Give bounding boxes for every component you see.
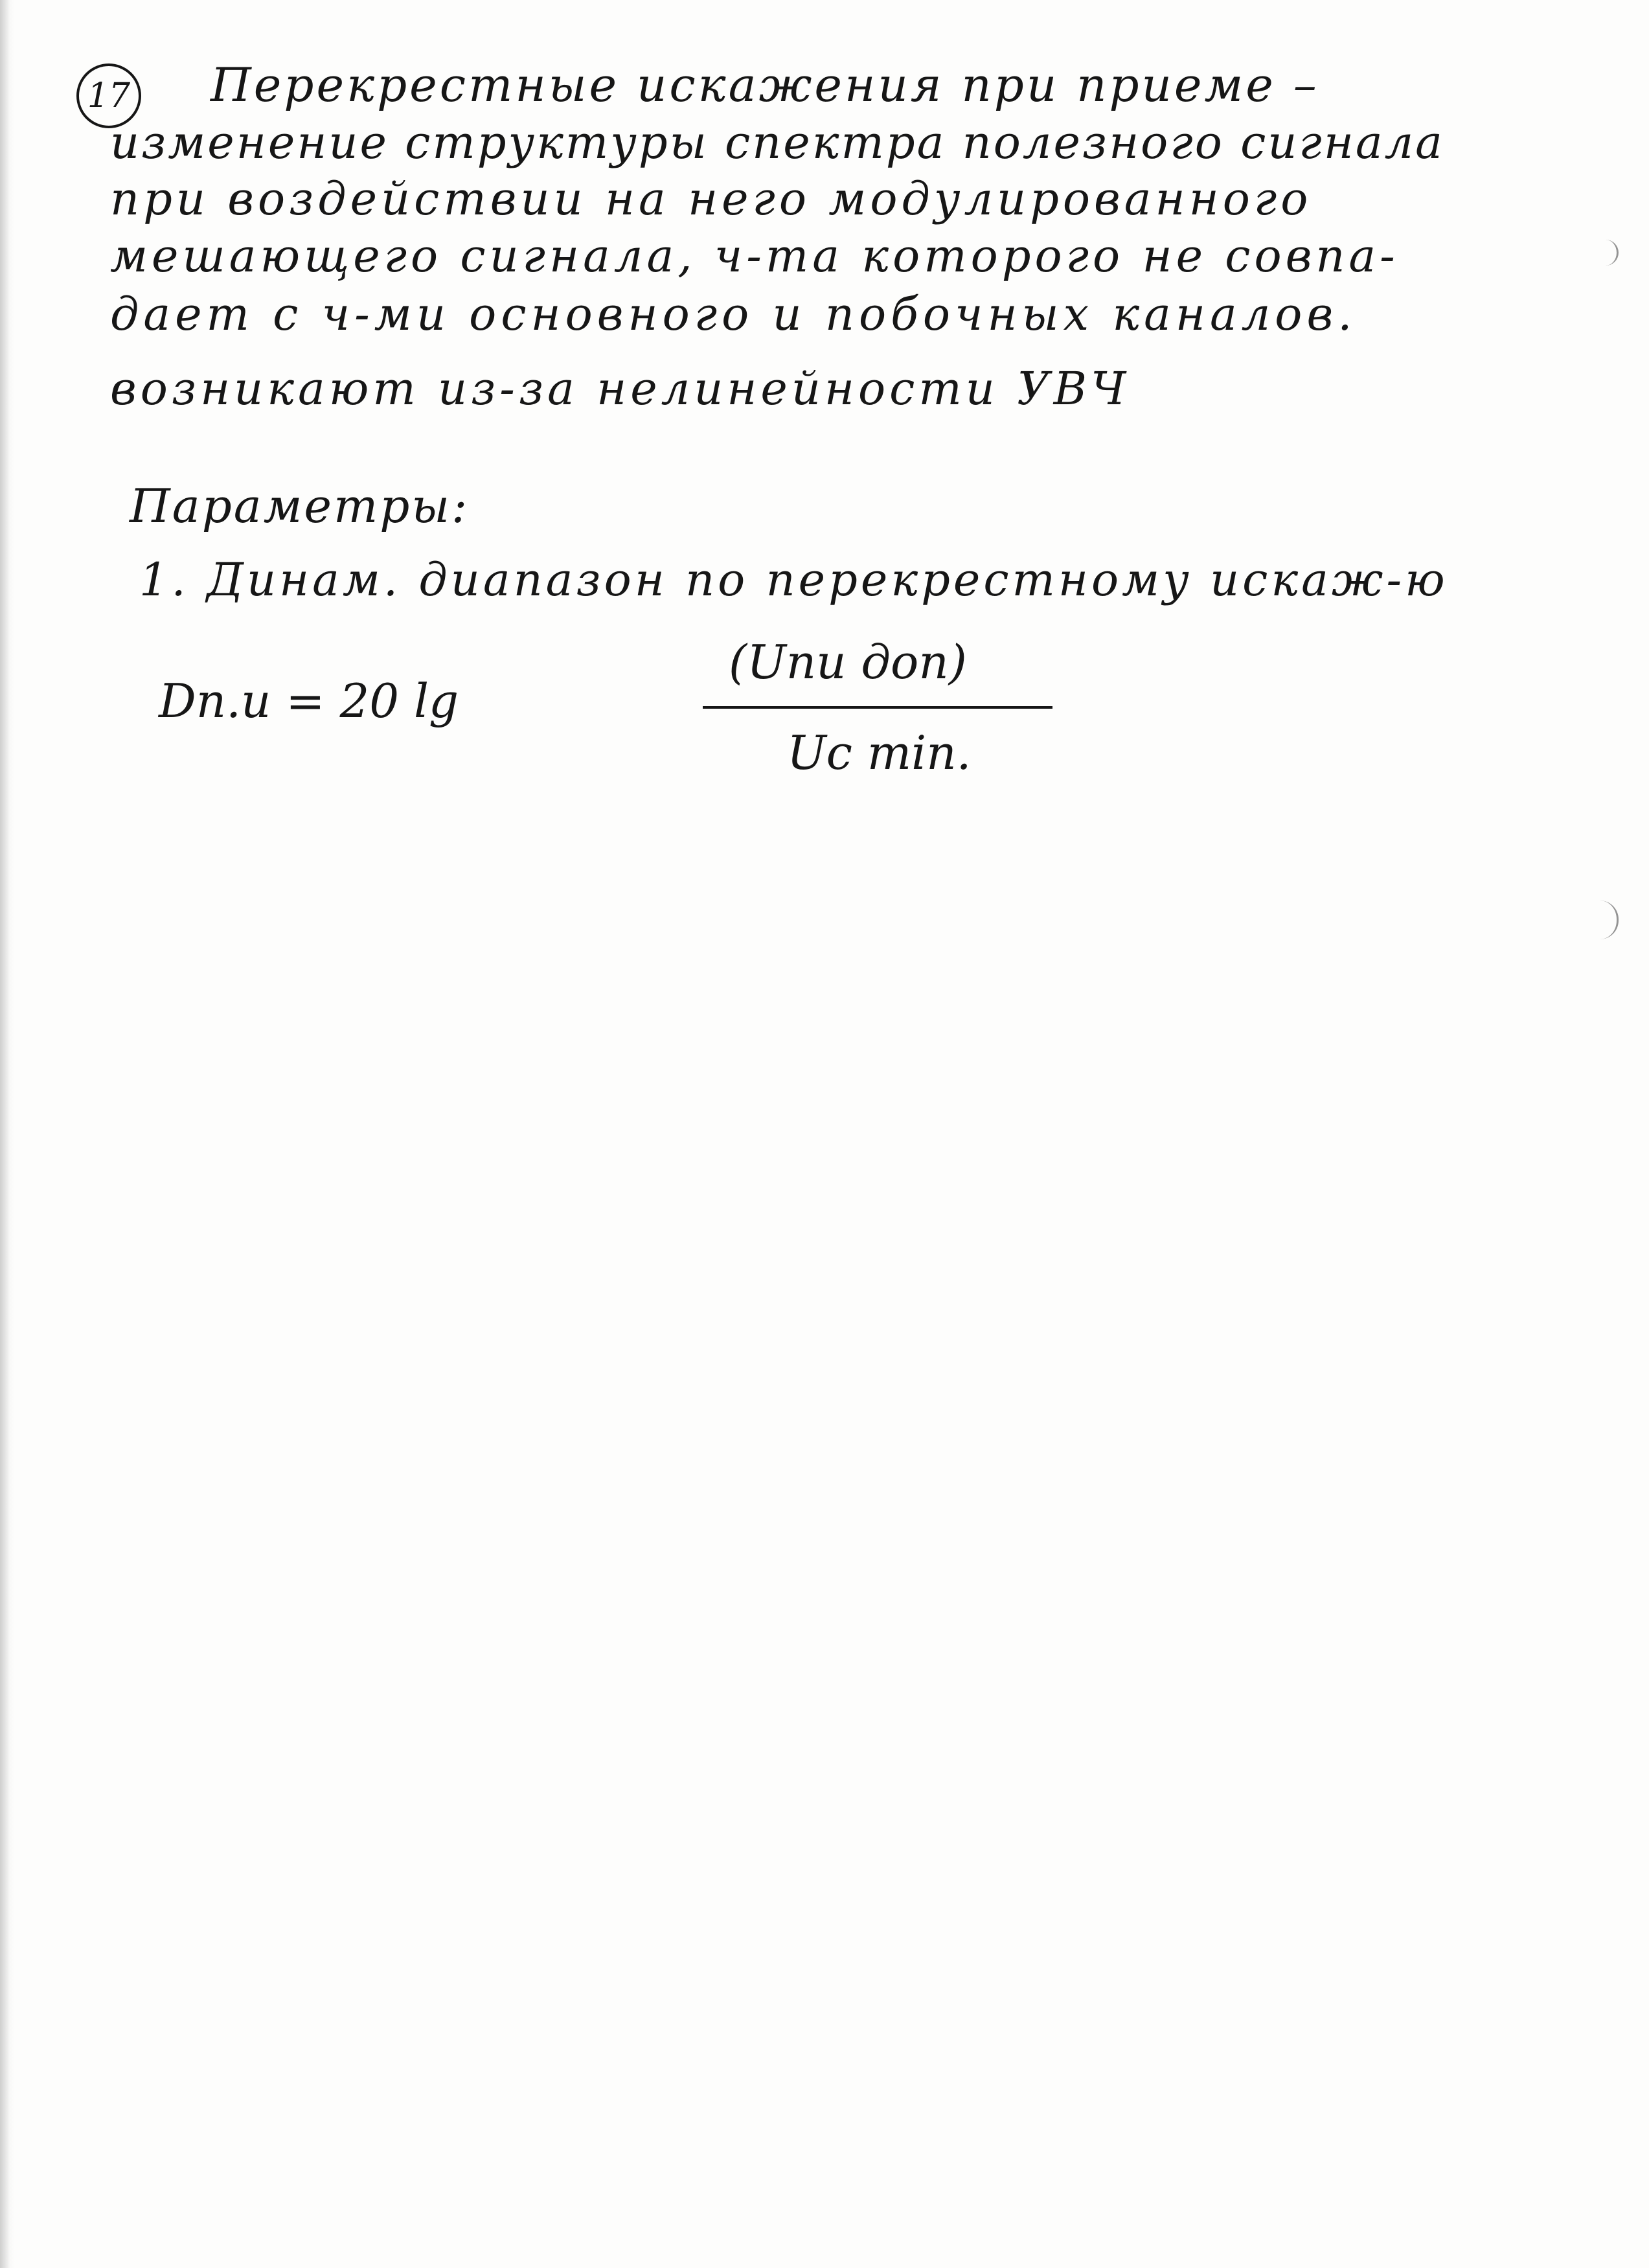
formula-numerator: (Uпи доп) <box>729 635 967 689</box>
text-line-6: возникают из-за нелинейности УВЧ <box>110 362 1130 415</box>
formula-denominator: Uc min. <box>787 726 972 780</box>
fraction-bar <box>703 706 1052 709</box>
formula-lhs: Dп.и = 20 lg <box>159 674 459 728</box>
dynamic-range-formula <box>159 635 972 790</box>
text-line-5: дает с ч-ми основного и побочных каналов. <box>110 288 1357 341</box>
question-number: 17 <box>87 76 131 115</box>
parameter-item-1: 1. Динам. диапазон по перекрестному искаж-ю <box>139 553 1448 606</box>
text-line-1: Перекрестные искажения при приеме – <box>210 58 1319 112</box>
text-line-4: мешающего сигнала, ч-та которого не совпа- <box>110 229 1399 282</box>
scan-shadow <box>0 0 14 2268</box>
text-line-2: изменение структуры спектра полезного сигнала <box>110 116 1444 169</box>
formula-fraction <box>573 635 1052 790</box>
parameters-heading: Параметры: <box>130 479 470 533</box>
margin-mark <box>1600 240 1619 266</box>
text-line-3: при воздействии на него модулированного <box>110 172 1312 225</box>
margin-mark <box>1600 900 1619 939</box>
